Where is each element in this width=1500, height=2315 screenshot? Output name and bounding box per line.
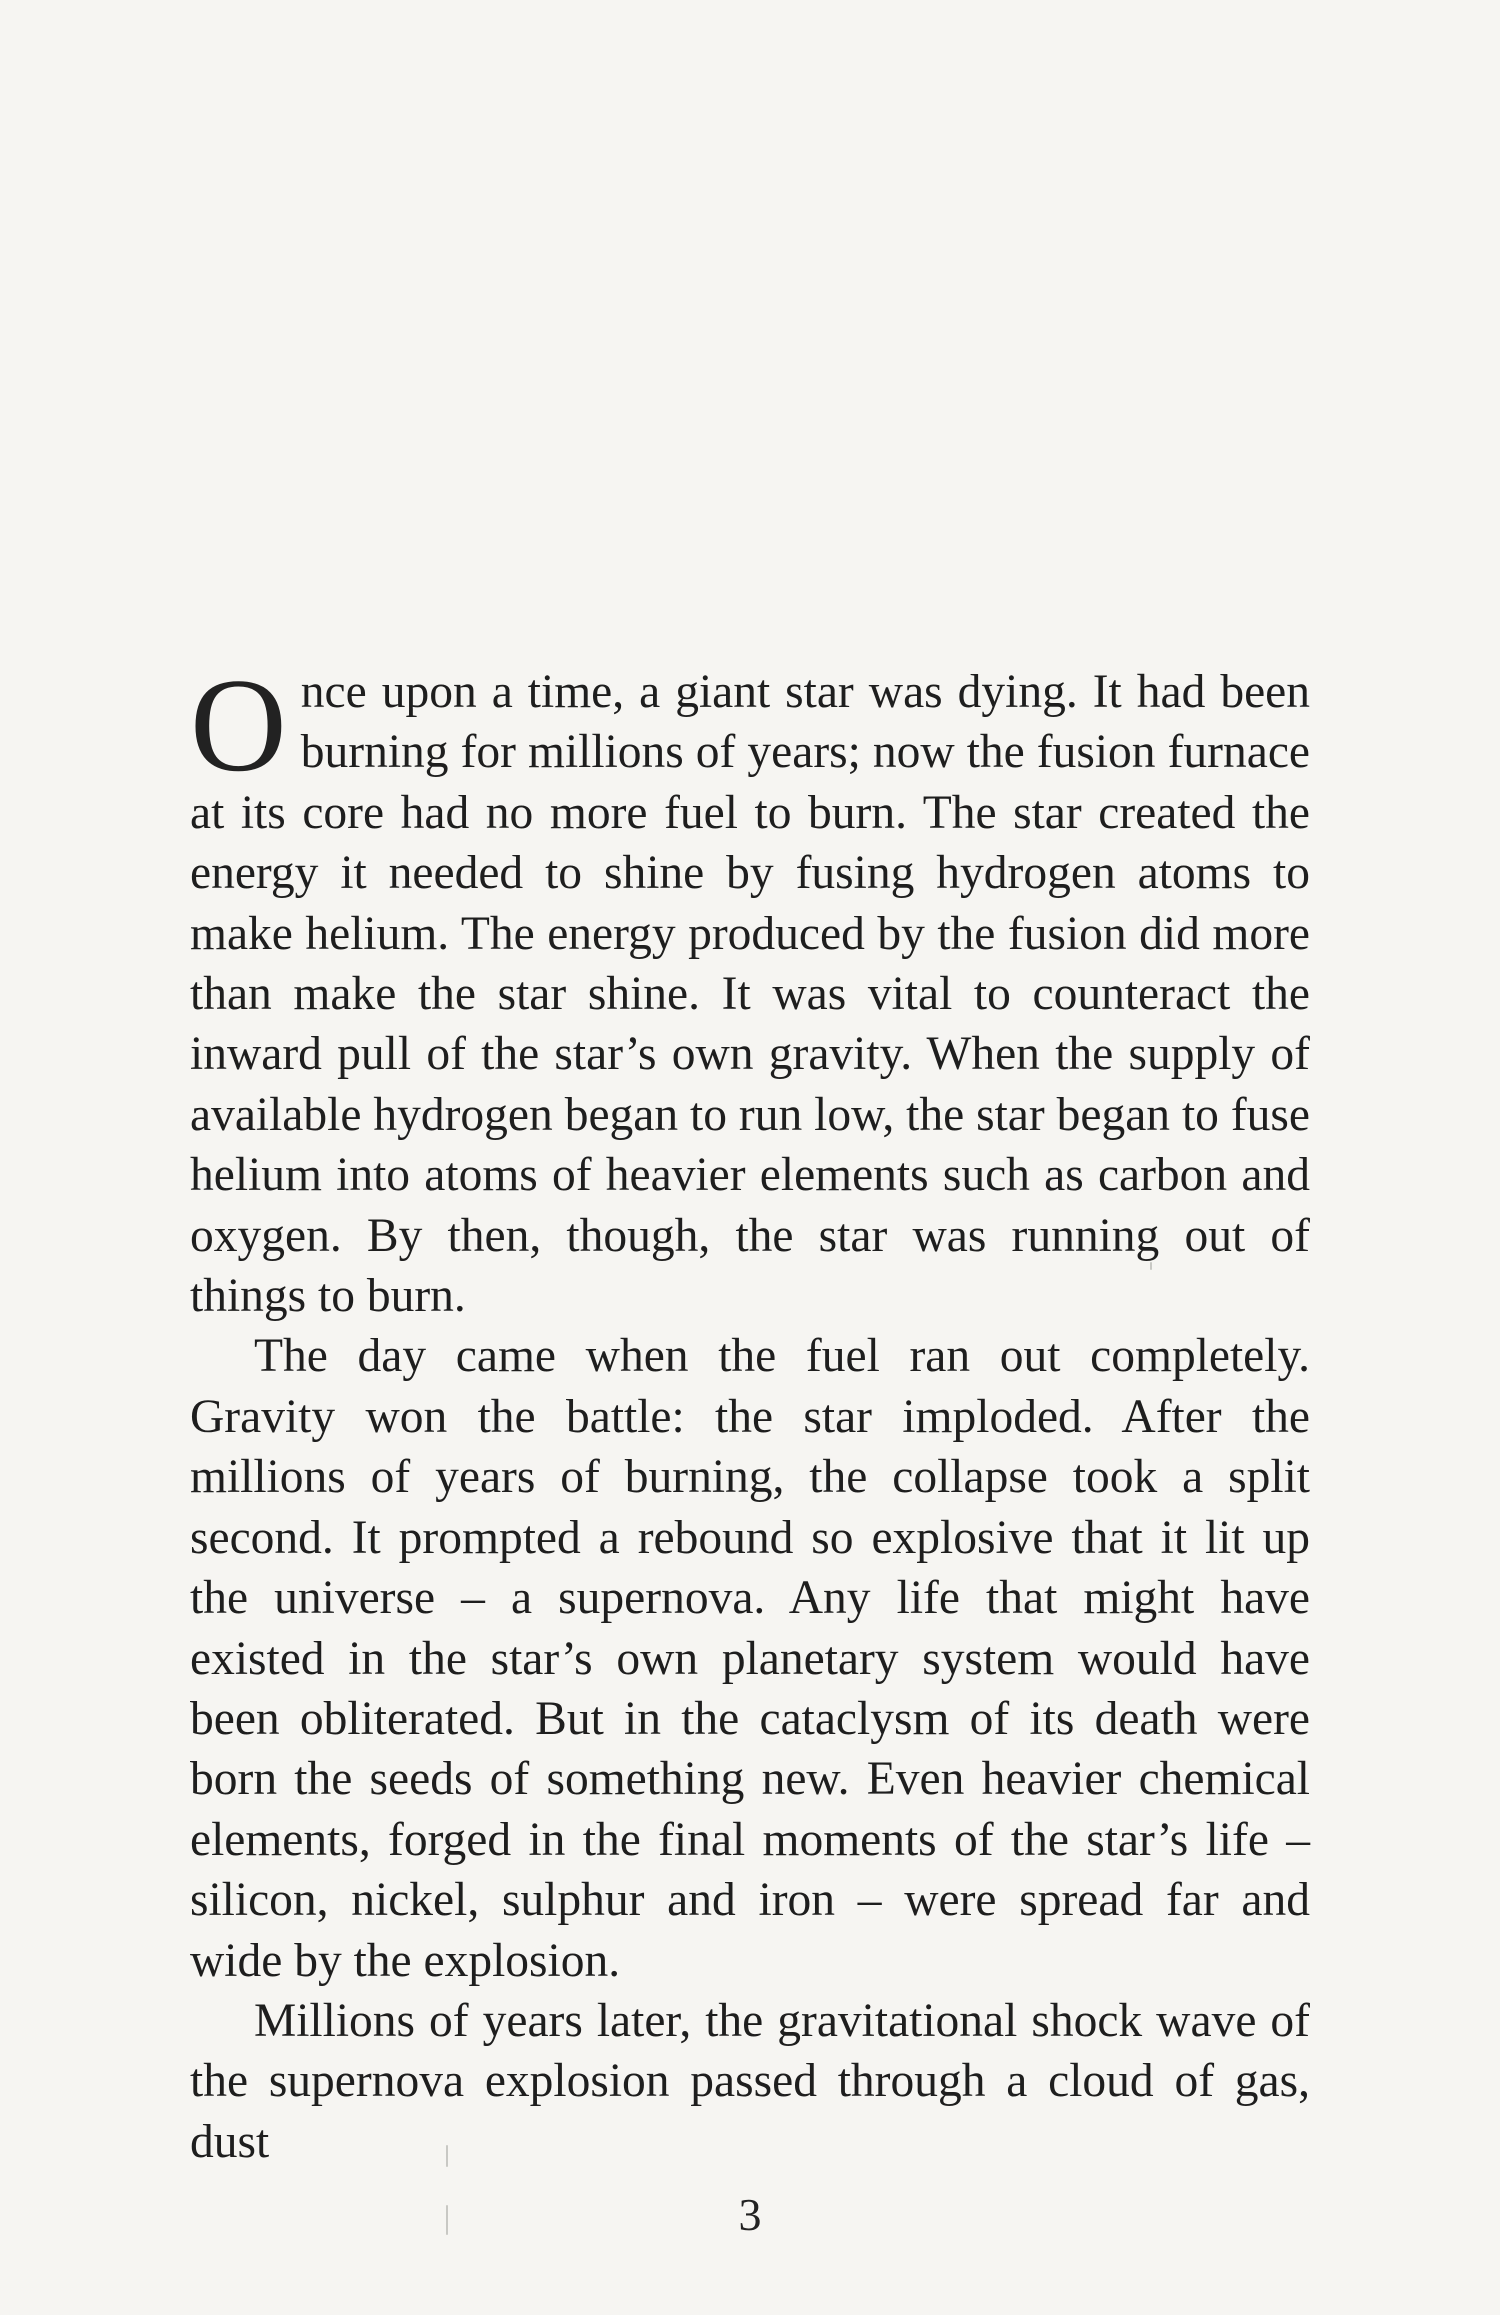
paragraph-2: The day came when the fuel ran out completely. Gravity won the battle: the star imploded. After the millions of years of burning, the collapse took a split second. It prompted a rebound so explosive that it lit up the universe – a supernova. Any life that might have existed in the star’s own planetary system would have been obliterated. But in the cataclysm of its death were born the seeds of something new. Even heavier chemical elements, forged in the final moments of the star’s life – silicon, nickel, sulphur and iron – were spread far and wide by the explosion. bbox=[190, 1330, 1310, 1987]
paragraph-3: Millions of years later, the gravitational shock wave of the supernova explosion passed through a cloud of gas, dust bbox=[190, 1994, 1310, 2168]
scan-speck bbox=[1150, 1262, 1152, 1270]
opening-paragraph-text: nce upon a time, a giant star was dying. It had been burning for millions of years; now the fusion furnace at its core had no more fuel to burn. The star created the energy it needed to shine by fusing hydrogen atoms to make helium. The energy produced by the fusion did more than make the star shine. It was vital to counteract the inward pull of the star’s own gravity. When the supply of available hydrogen began to run low, the star began to fuse helium into atoms of heavier elements such as carbon and oxygen. By then, though, the star was running out of things to burn. bbox=[190, 666, 1310, 1323]
page-body-text bbox=[190, 651, 1310, 2172]
scan-speck bbox=[446, 2205, 448, 2235]
paragraph-opening bbox=[190, 651, 1310, 1326]
scan-speck bbox=[446, 2145, 448, 2167]
page-number: 3 bbox=[738, 2189, 762, 2240]
drop-cap: O bbox=[190, 651, 287, 799]
